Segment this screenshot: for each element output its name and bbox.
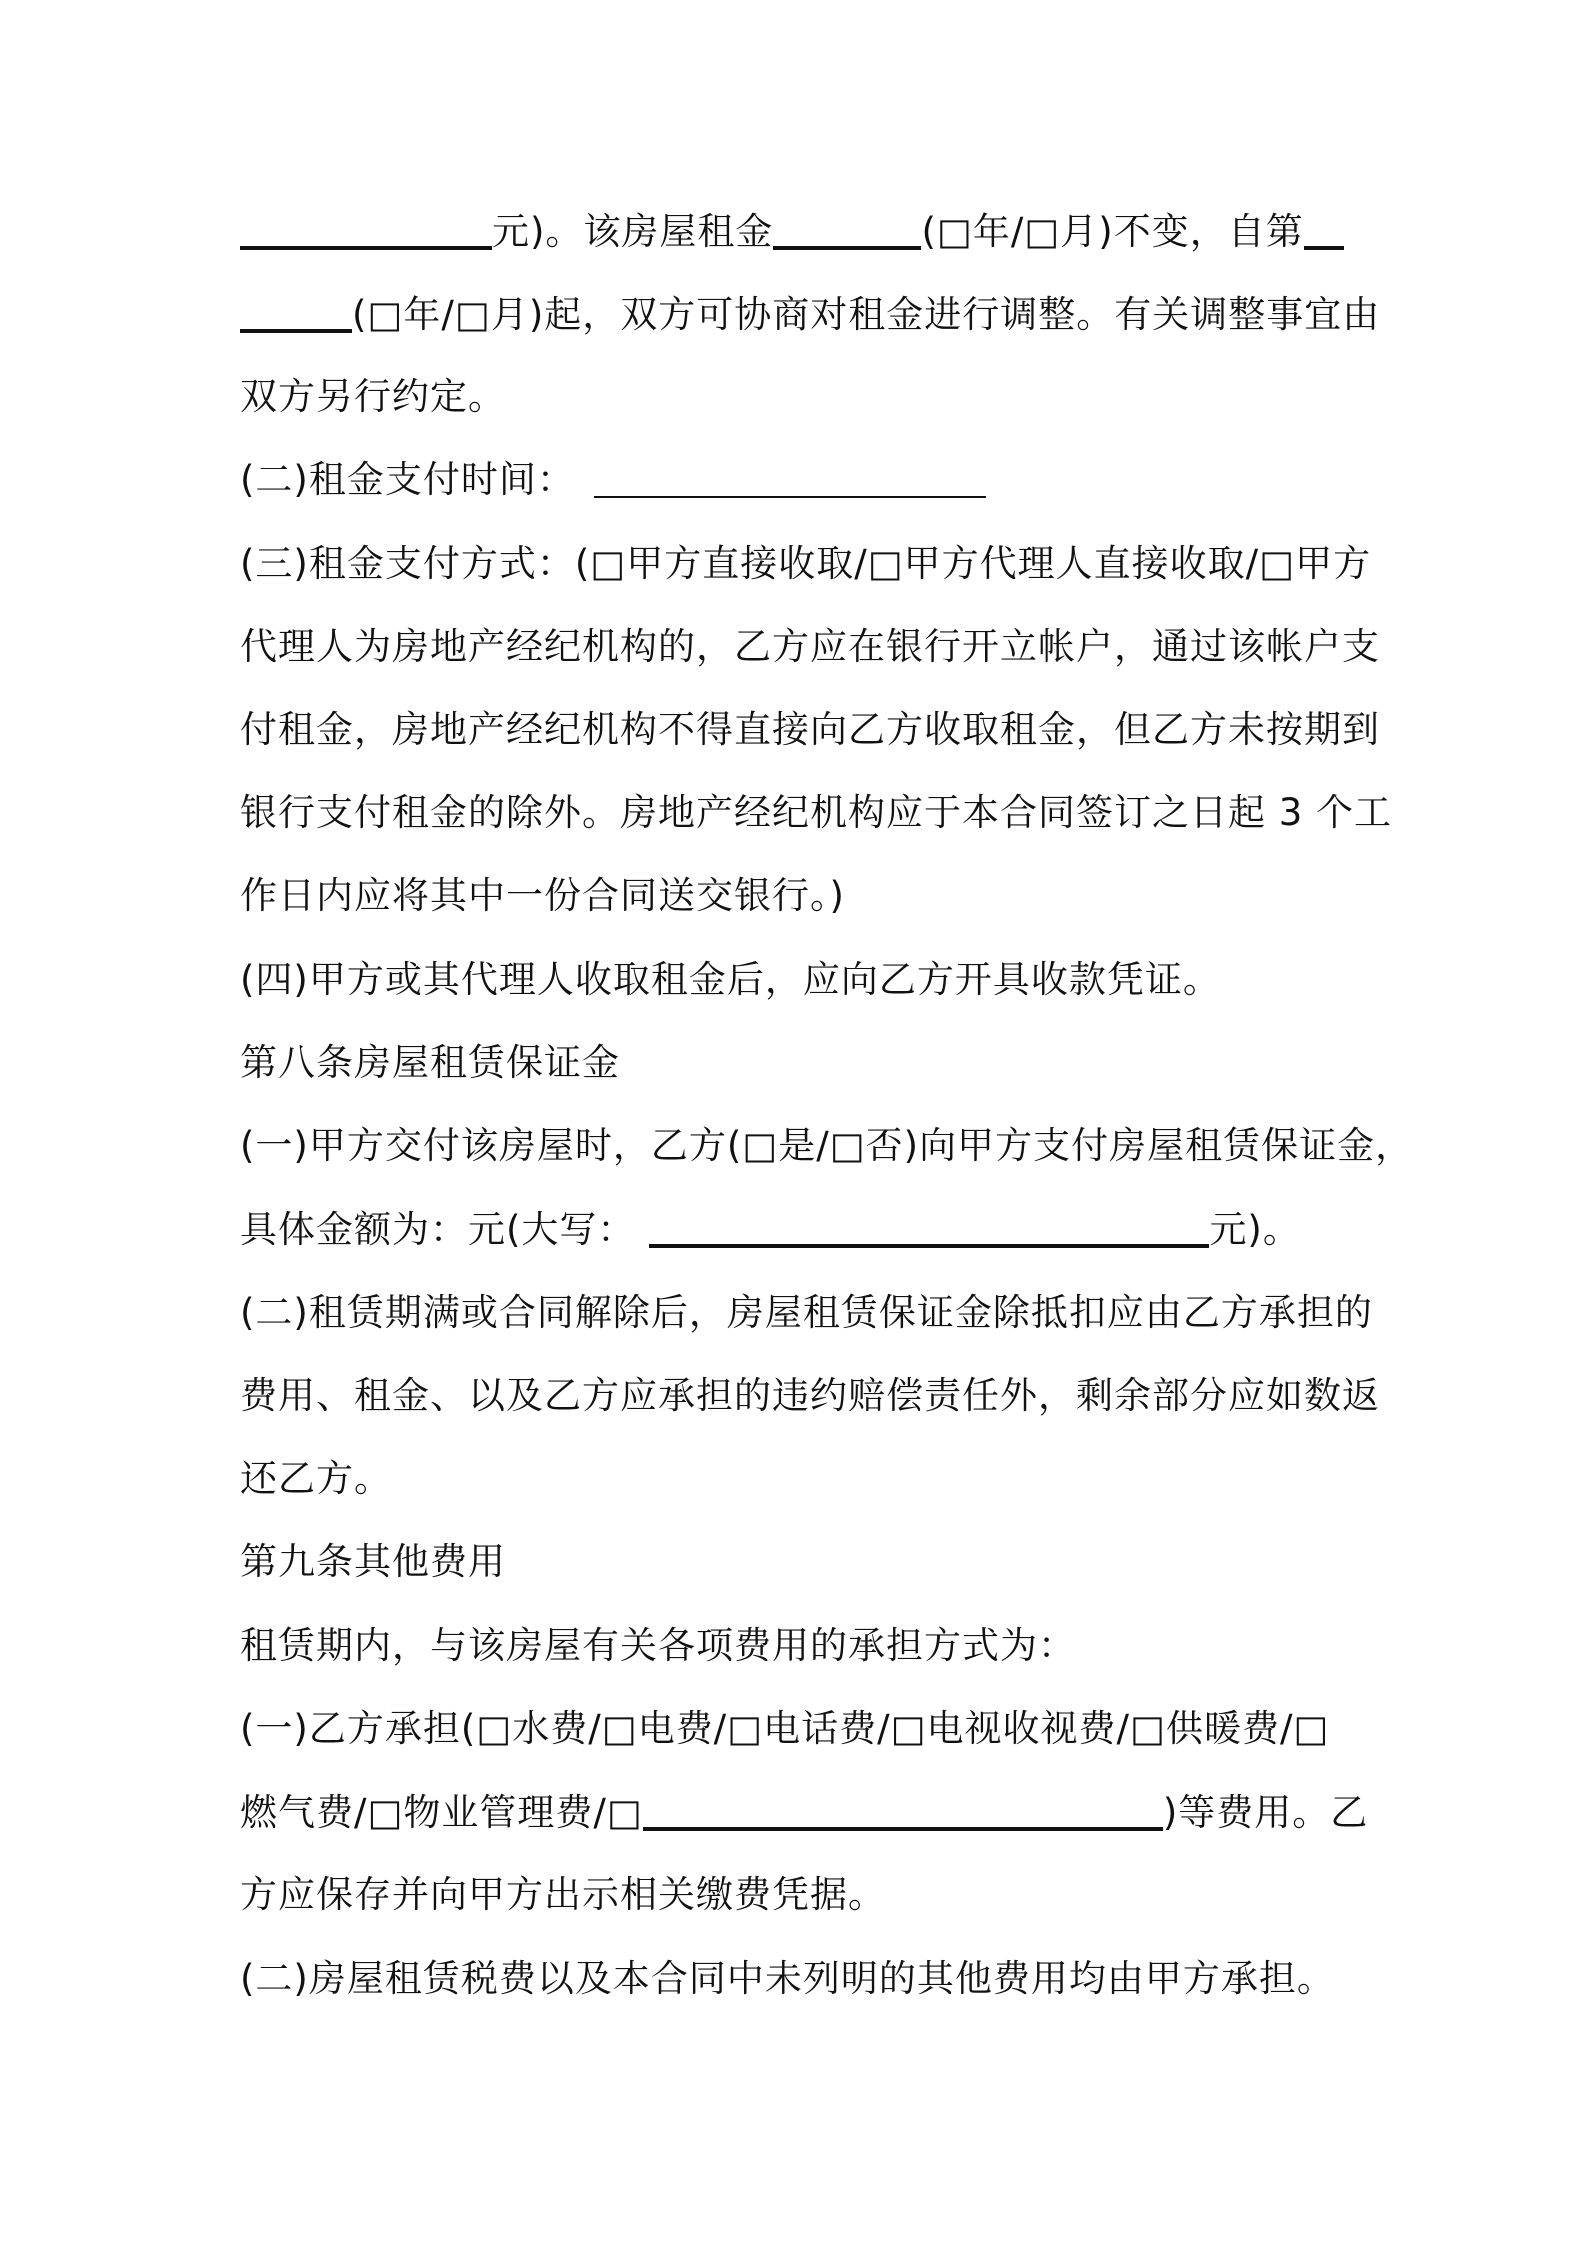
text-line-7: 付租金，房地产经纪机构不得直接向乙方收取租金，但乙方未按期到 xyxy=(240,708,1380,751)
line-text: (□年/□月)起，双方可协商对租金进行调整。有关调整事宜由 xyxy=(352,293,1381,336)
fill-blank[interactable] xyxy=(773,212,921,250)
text-line-2 xyxy=(240,293,1381,336)
line-text: (□年/□月)不变，自第 xyxy=(921,210,1304,253)
text-line-4 xyxy=(240,458,986,501)
section-heading: 第八条房屋租赁保证金 xyxy=(240,1041,620,1084)
text-line-19: (一)乙方承担(□水费/□电费/□电话费/□电视收视费/□供暖费/□ xyxy=(240,1707,1330,1750)
text-line-10: (四)甲方或其代理人收取租金后，应向乙方开具收款凭证。 xyxy=(240,958,1221,1001)
fill-blank[interactable] xyxy=(240,212,492,250)
fill-blank[interactable] xyxy=(594,462,986,498)
text-line-6: 代理人为房地产经纪机构的，乙方应在银行开立帐户，通过该帐户支 xyxy=(240,625,1380,668)
text-line-21: 方应保存并向甲方出示相关缴费凭据。 xyxy=(240,1873,886,1916)
text-line-9: 作日内应将其中一份合同送交银行。) xyxy=(240,874,845,917)
line-text: 具体金额为：元(大写： xyxy=(240,1208,636,1251)
line-text: 燃气费/□物业管理费/□ xyxy=(240,1791,643,1834)
text-line-22: (二)房屋租赁税费以及本合同中未列明的其他费用均由甲方承担。 xyxy=(240,1957,1335,2000)
text-line-5: (三)租金支付方式：(□甲方直接收取/□甲方代理人直接收取/□甲方 xyxy=(240,542,1372,585)
line-text: 元)。该房屋租金 xyxy=(492,210,774,253)
text-line-1 xyxy=(240,210,1344,253)
fill-blank[interactable] xyxy=(1304,212,1344,250)
line-text: 元)。 xyxy=(1209,1208,1301,1251)
text-line-8: 银行支付租金的除外。房地产经纪机构应于本合同签订之日起 3 个工 xyxy=(240,791,1393,834)
fill-blank[interactable] xyxy=(649,1210,1209,1248)
text-line-15: 费用、租金、以及乙方应承担的违约赔偿责任外，剩余部分应如数返 xyxy=(240,1374,1380,1417)
text-line-18: 租赁期内，与该房屋有关各项费用的承担方式为： xyxy=(240,1624,1076,1667)
text-line-16: 还乙方。 xyxy=(240,1457,392,1500)
section-heading: 第九条其他费用 xyxy=(240,1540,506,1583)
text-line-13 xyxy=(240,1208,1301,1251)
text-line-20 xyxy=(240,1791,1369,1834)
text-line-3: 双方另行约定。 xyxy=(240,375,506,418)
line-text: )等费用。乙 xyxy=(1162,1791,1369,1834)
line-text: (二)租金支付时间： xyxy=(240,458,575,501)
text-line-14: (二)租赁期满或合同解除后，房屋租赁保证金除抵扣应由乙方承担的 xyxy=(240,1291,1373,1334)
fill-blank[interactable] xyxy=(643,1793,1163,1831)
fill-blank[interactable] xyxy=(240,295,352,333)
text-line-12: (一)甲方交付该房屋时，乙方(□是/□否)向甲方支付房屋租赁保证金， xyxy=(240,1124,1414,1167)
